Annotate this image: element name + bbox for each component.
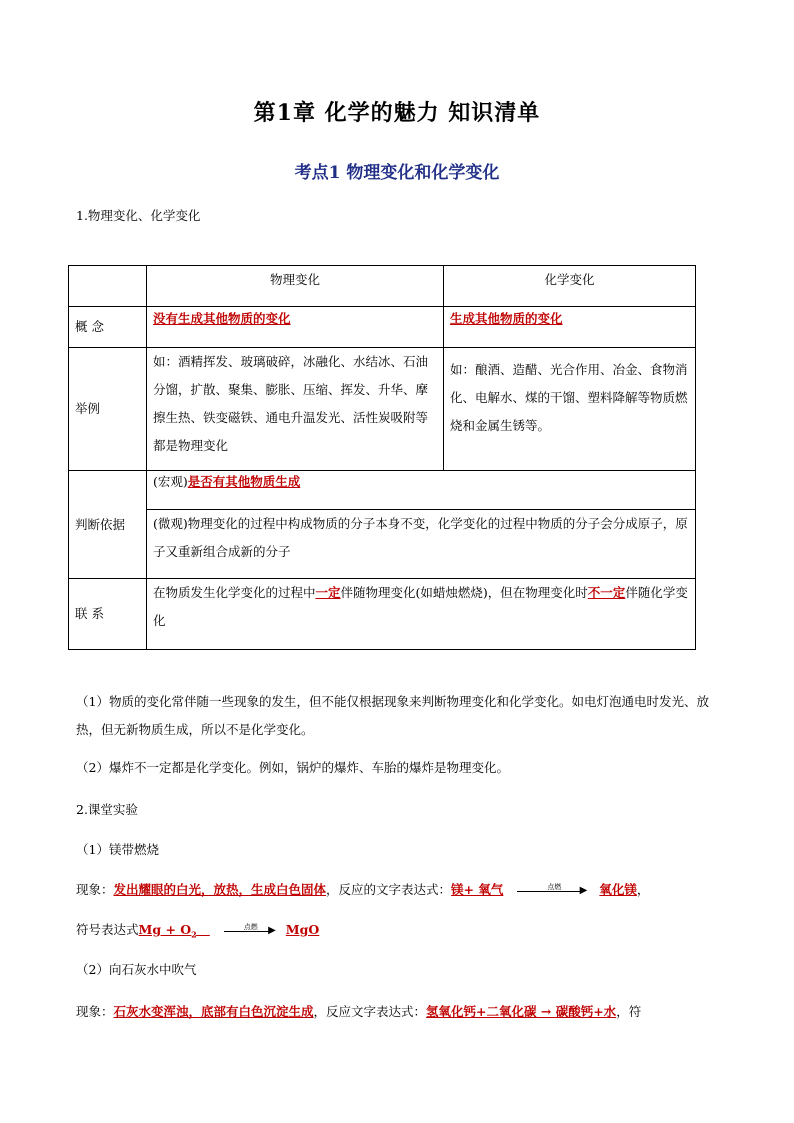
experiment-1-title: （1）镁带燃烧 bbox=[76, 842, 159, 857]
row-label-relation: 联 系 bbox=[69, 579, 147, 650]
header-physical-change: 物理变化 bbox=[147, 266, 444, 307]
reaction-arrow-icon: ▶ 点燃 bbox=[224, 926, 276, 936]
reaction-arrow-icon: ▶ 点燃 bbox=[517, 886, 587, 896]
table-row-basis-macro bbox=[69, 471, 696, 510]
item-label: 1.物理变化、化学变化 bbox=[76, 208, 201, 223]
note-1: （1）物质的变化常伴随一些现象的发生，但不能仅根据现象来判断物理变化和化学变化。如电灯泡通电时发光、放热，但无新物质生成，所以不是化学变化。 bbox=[76, 694, 709, 737]
row-label-concept: 概 念 bbox=[69, 307, 147, 348]
section-heading: 考点1 物理变化和化学变化 bbox=[294, 163, 500, 183]
section-2-label: 2.课堂实验 bbox=[76, 802, 138, 817]
table-row-concept bbox=[69, 307, 696, 348]
concept-chemical: 生成其他物质的变化 bbox=[444, 307, 696, 348]
basis-micro: (微观)物理变化的过程中构成物质的分子本身不变，化学变化的过程中物质的分子会分成原子，原子又重新组合成新的分子 bbox=[147, 510, 696, 579]
concept-physical: 没有生成其他物质的变化 bbox=[147, 307, 444, 348]
table-row-basis-micro bbox=[69, 510, 696, 579]
note-2: （2）爆炸不一定都是化学变化。例如，锅炉的爆炸、车胎的爆炸是物理变化。 bbox=[76, 760, 509, 775]
example-physical: 如：酒精挥发、玻璃破碎，冰融化、水结冰、石油分馏，扩散、聚集、膨胀、压缩、挥发、升华、摩擦生热、铁变磁铁、通电升温发光、活性炭吸附等都是物理变化 bbox=[147, 348, 444, 471]
page-title: 第1章 化学的魅力 知识清单 bbox=[253, 100, 541, 126]
row-label-example: 举例 bbox=[69, 348, 147, 471]
table-header-row bbox=[69, 266, 696, 307]
experiment-1-phenomenon: 现象：发出耀眼的白光，放热，生成白色固体，反应的文字表达式：镁+ 氧气 ▶ 点燃 氧化镁， bbox=[76, 882, 650, 897]
experiment-1-symbol-equation: 符号表达式$Mg + O_2$ ▶ 点燃 MgO bbox=[76, 922, 320, 940]
table-row-relation bbox=[69, 579, 696, 650]
table-row-example bbox=[69, 348, 696, 471]
experiment-2-title: （2）向石灰水中吹气 bbox=[76, 962, 197, 977]
row-label-basis: 判断依据 bbox=[69, 471, 147, 579]
example-chemical: 如：酿酒、造醋、光合作用、冶金、食物消化、电解水、煤的干馏、塑料降解等物质燃烧和金属生锈等。 bbox=[444, 348, 696, 471]
comparison-table bbox=[68, 265, 696, 650]
table-corner-cell bbox=[69, 266, 147, 307]
basis-macro: (宏观)是否有其他物质生成 bbox=[147, 471, 696, 510]
experiment-2-phenomenon: 现象：石灰水变浑浊，底部有白色沉淀生成，反应文字表达式：氢氧化钙+二氧化碳 → 碳酸钙+水，符 bbox=[76, 1004, 642, 1019]
relation-text: 在物质发生化学变化的过程中一定伴随物理变化(如蜡烛燃烧)，但在物理变化时不一定伴随化学变化 bbox=[147, 579, 696, 650]
header-chemical-change: 化学变化 bbox=[444, 266, 696, 307]
